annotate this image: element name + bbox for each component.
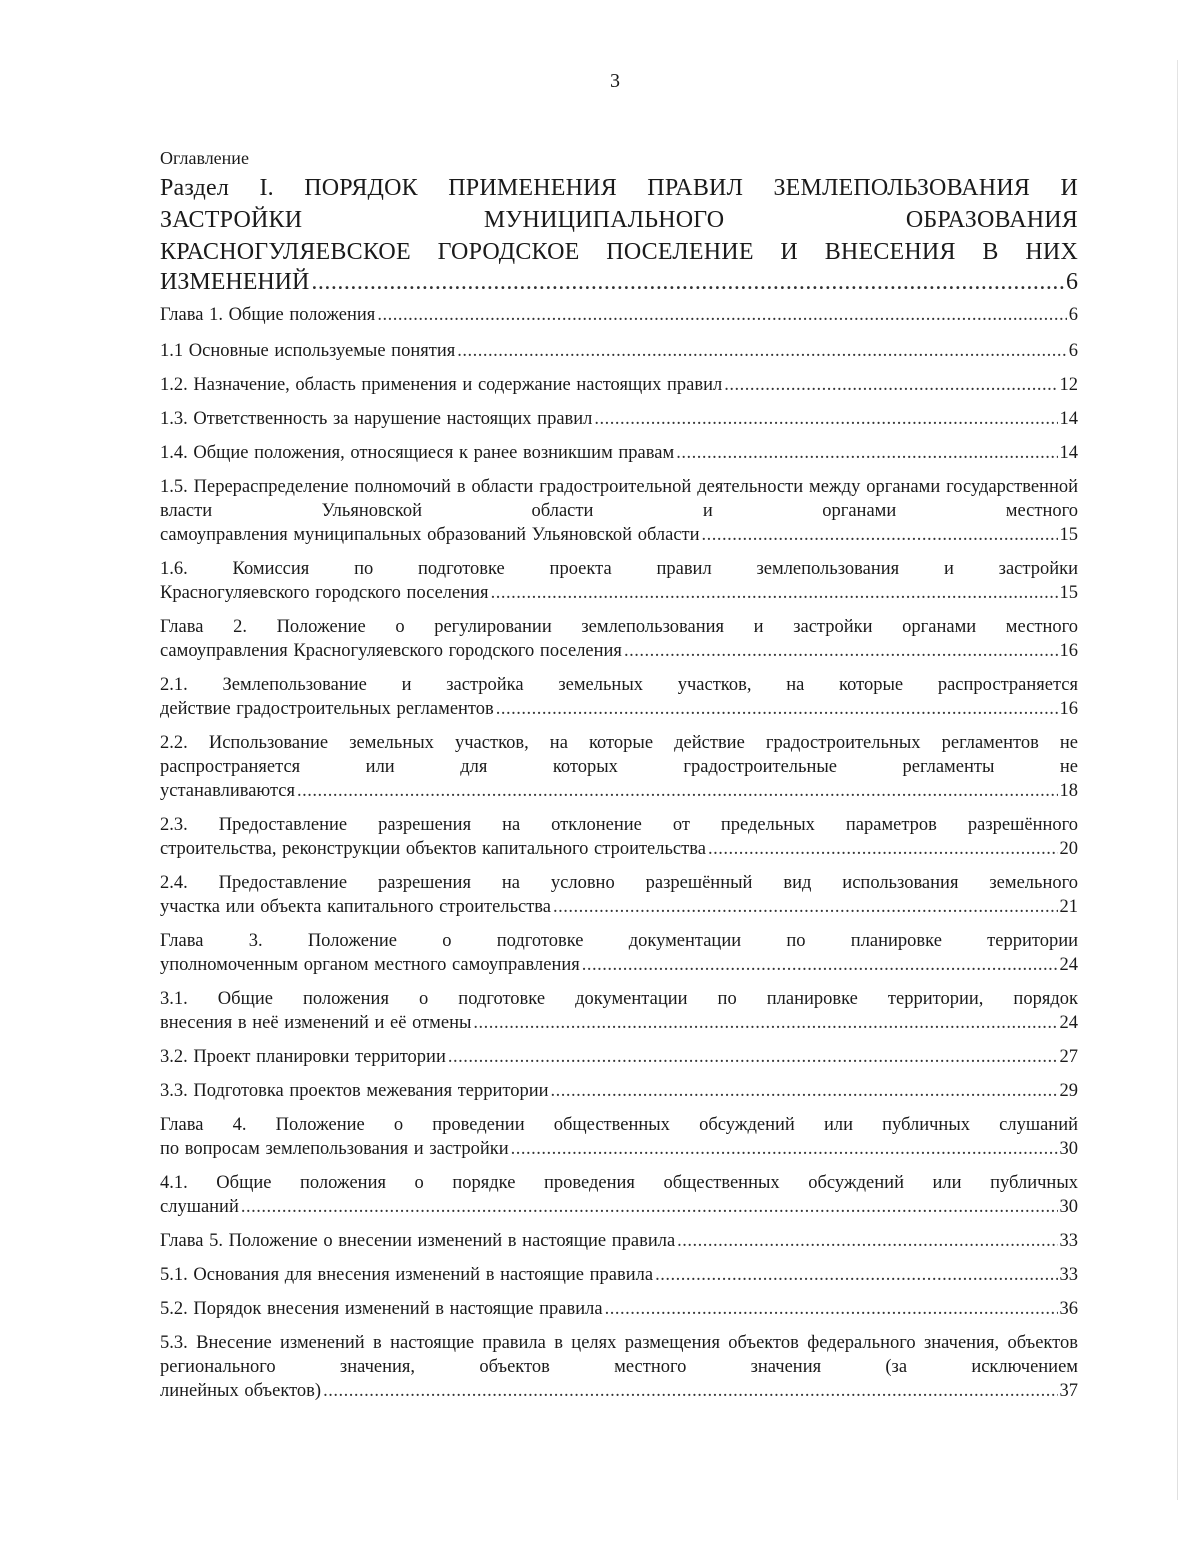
toc-entry[interactable] xyxy=(160,373,1078,397)
dot-leader xyxy=(297,779,1057,803)
section-title-line: ЗАСТРОЙКИ МУНИЦИПАЛЬНОГО ОБРАЗОВАНИЯ xyxy=(160,207,1078,233)
toc-entry-title: 2.3. Предоставление разрешения на отклонение от предельных параметров разрешённого xyxy=(160,815,1078,835)
page-reference: 33 xyxy=(1059,1265,1078,1285)
toc-entry-title: 3.3. Подготовка проектов межевания территории xyxy=(160,1081,549,1101)
page-reference: 30 xyxy=(1059,1139,1078,1159)
page-reference: 21 xyxy=(1059,897,1078,917)
toc-entry-line xyxy=(160,339,1078,363)
dot-leader xyxy=(323,1379,1057,1403)
toc-entry[interactable] xyxy=(160,1297,1078,1321)
toc-entry[interactable] xyxy=(160,929,1078,977)
toc-entry-line xyxy=(160,1079,1078,1103)
toc-entry-title: 4.1. Общие положения о порядке проведения общественных обсуждений или публичных xyxy=(160,1173,1078,1193)
toc-entry-line xyxy=(160,1297,1078,1321)
toc-entry-title: устанавливаются xyxy=(160,781,296,801)
page-reference: 14 xyxy=(1059,443,1078,463)
dot-leader xyxy=(677,1229,1057,1253)
page-reference: 16 xyxy=(1059,699,1078,719)
toc-entry-title: 5.3. Внесение изменений в настоящие правила в целях размещения объектов федерального значения, объектов регионального значения, объектов местного значения (за исключением xyxy=(160,1333,1078,1377)
toc-entry-line xyxy=(160,953,1078,977)
toc-entry[interactable] xyxy=(160,987,1078,1035)
dot-leader xyxy=(655,1263,1057,1287)
toc-entry-title: строительства, реконструкции объектов капитального строительства xyxy=(160,839,706,859)
toc-entry-title: 1.4. Общие положения, относящиеся к ранее возникшим правам xyxy=(160,443,675,463)
toc-entry-line xyxy=(160,895,1078,919)
dot-leader xyxy=(311,267,1064,297)
toc-entry-title: 1.5. Перераспределение полномочий в области градостроительной деятельности между органами государственной власти Ульяновской области и органами местного xyxy=(160,477,1078,521)
toc-entry-line xyxy=(160,779,1078,803)
page-reference: 37 xyxy=(1059,1381,1078,1401)
toc-entry-title: 3.2. Проект планировки территории xyxy=(160,1047,446,1067)
section-title xyxy=(160,173,1078,297)
toc-entry-line xyxy=(160,1011,1078,1035)
page-reference: 15 xyxy=(1059,583,1078,603)
page-reference: 12 xyxy=(1059,375,1078,395)
toc-entry-title: уполномоченным органом местного самоуправления xyxy=(160,955,580,975)
toc-entry[interactable] xyxy=(160,813,1078,861)
dot-leader xyxy=(553,895,1057,919)
toc-entry[interactable] xyxy=(160,871,1078,919)
page-reference: 6 xyxy=(1068,305,1078,325)
toc-entry[interactable] xyxy=(160,1229,1078,1253)
toc-entry[interactable] xyxy=(160,1045,1078,1069)
toc-entry-title: 3.1. Общие положения о подготовке документации по планировке территории, порядок xyxy=(160,989,1078,1009)
dot-leader xyxy=(624,639,1058,663)
section-title-last-line[interactable] xyxy=(160,267,1078,297)
toc-entry[interactable] xyxy=(160,339,1078,363)
toc-entry-line xyxy=(160,407,1078,431)
toc-entries xyxy=(160,303,1078,1403)
dot-leader xyxy=(491,581,1058,605)
toc-entry-line xyxy=(160,373,1078,397)
section-title-line: Раздел I. ПОРЯДОК ПРИМЕНЕНИЯ ПРАВИЛ ЗЕМЛЕПОЛЬЗОВАНИЯ И xyxy=(160,175,1078,201)
toc-entry[interactable] xyxy=(160,1079,1078,1103)
toc-entry[interactable] xyxy=(160,407,1078,431)
toc-entry-title: линейных объектов) xyxy=(160,1381,322,1401)
dot-leader xyxy=(582,953,1058,977)
toc-entry-title: 2.4. Предоставление разрешения на условно разрешённый вид использования земельного xyxy=(160,873,1078,893)
toc-entry[interactable] xyxy=(160,615,1078,663)
page-reference: 29 xyxy=(1059,1081,1078,1101)
dot-leader xyxy=(594,407,1057,431)
dot-leader xyxy=(448,1045,1058,1069)
toc-entry-title: действие градостроительных регламентов xyxy=(160,699,494,719)
toc-entry-title: 1.1 Основные используемые понятия xyxy=(160,341,456,361)
toc-entry[interactable] xyxy=(160,1113,1078,1161)
toc-entry[interactable] xyxy=(160,1331,1078,1403)
dot-leader xyxy=(708,837,1058,861)
toc-entry-line xyxy=(160,1229,1078,1253)
dot-leader xyxy=(511,1137,1058,1161)
dot-leader xyxy=(241,1195,1058,1219)
page-reference: 36 xyxy=(1059,1299,1078,1319)
toc-entry-title: 2.1. Землепользование и застройка земельных участков, на которые распространяется xyxy=(160,675,1078,695)
page-reference: 33 xyxy=(1059,1231,1078,1251)
page-reference: 20 xyxy=(1059,839,1078,859)
toc-entry-title: по вопросам землепользования и застройки xyxy=(160,1139,509,1159)
dot-leader xyxy=(551,1079,1058,1103)
toc-entry-title: 5.2. Порядок внесения изменений в настоящие правила xyxy=(160,1299,603,1319)
toc-entry[interactable] xyxy=(160,475,1078,547)
toc-entry-line xyxy=(160,697,1078,721)
page-reference: 15 xyxy=(1059,525,1078,545)
dot-leader xyxy=(605,1297,1058,1321)
toc-entry-title: 5.1. Основания для внесения изменений в настоящие правила xyxy=(160,1265,654,1285)
toc-entry-title: слушаний xyxy=(160,1197,239,1217)
toc-entry-title: 1.6. Комиссия по подготовке проекта правил землепользования и застройки xyxy=(160,559,1078,579)
toc-entry-title: 1.2. Назначение, область применения и содержание настоящих правил xyxy=(160,375,723,395)
dot-leader xyxy=(702,523,1058,547)
toc-entry-line xyxy=(160,837,1078,861)
toc-entry-title: 1.3. Ответственность за нарушение настоящих правил xyxy=(160,409,593,429)
toc-entry-line xyxy=(160,1263,1078,1287)
toc-entry[interactable] xyxy=(160,557,1078,605)
dot-leader xyxy=(457,339,1067,363)
toc-entry-title: самоуправления Красногуляевского городского поселения xyxy=(160,641,622,661)
toc-entry[interactable] xyxy=(160,441,1078,465)
toc-entry-line xyxy=(160,441,1078,465)
toc-entry[interactable] xyxy=(160,1263,1078,1287)
page-reference: 18 xyxy=(1059,781,1078,801)
toc-entry[interactable] xyxy=(160,673,1078,721)
toc-entry-line xyxy=(160,1137,1078,1161)
page-number: 3 xyxy=(610,70,620,92)
page-reference: 27 xyxy=(1059,1047,1078,1067)
toc-entry-title: 2.2. Использование земельных участков, на которые действие градостроительных регламентов не распространяется или для которых градостроительные регламенты не xyxy=(160,733,1078,777)
toc-entry-title: Глава 4. Положение о проведении общественных обсуждений или публичных слушаний xyxy=(160,1115,1078,1135)
toc-entry-title: участка или объекта капитального строительства xyxy=(160,897,552,917)
page-reference: 16 xyxy=(1059,641,1078,661)
page-reference: 30 xyxy=(1059,1197,1078,1217)
toc-entry[interactable] xyxy=(160,303,1078,327)
toc-entry-title: Глава 1. Общие положения xyxy=(160,305,376,325)
toc-entry-line xyxy=(160,523,1078,547)
toc-entry-title: самоуправления муниципальных образований Ульяновской области xyxy=(160,525,700,545)
scan-edge-line xyxy=(1177,60,1178,1500)
toc-entry-title: Глава 5. Положение о внесении изменений в настоящие правила xyxy=(160,1231,676,1251)
toc-entry[interactable] xyxy=(160,731,1078,803)
dot-leader xyxy=(473,1011,1057,1035)
toc-heading: Оглавление xyxy=(160,148,249,168)
dot-leader xyxy=(377,303,1066,327)
page-reference: 6 xyxy=(1068,341,1078,361)
toc-entry-title: внесения в неё изменений и её отмены xyxy=(160,1013,472,1033)
toc-entry-line xyxy=(160,303,1078,327)
toc-entry-line xyxy=(160,1045,1078,1069)
page-reference: 24 xyxy=(1059,1013,1078,1033)
page-reference: 24 xyxy=(1059,955,1078,975)
toc-entry[interactable] xyxy=(160,1171,1078,1219)
toc-entry-line xyxy=(160,581,1078,605)
table-of-contents xyxy=(160,145,1078,1403)
section-title-line: ИЗМЕНЕНИЙ xyxy=(160,269,310,295)
toc-entry-line xyxy=(160,1195,1078,1219)
dot-leader xyxy=(724,373,1057,397)
toc-entry-title: Красногуляевского городского поселения xyxy=(160,583,489,603)
section-title-line: КРАСНОГУЛЯЕВСКОЕ ГОРОДСКОЕ ПОСЕЛЕНИЕ И ВНЕСЕНИЯ В НИХ xyxy=(160,239,1078,265)
toc-entry-line xyxy=(160,639,1078,663)
toc-entry-title: Глава 3. Положение о подготовке документации по планировке территории xyxy=(160,931,1078,951)
page-reference: 6 xyxy=(1066,269,1078,295)
page-reference: 14 xyxy=(1059,409,1078,429)
toc-entry-title: Глава 2. Положение о регулировании землепользования и застройки органами местного xyxy=(160,617,1078,637)
dot-leader xyxy=(676,441,1057,465)
toc-entry-line xyxy=(160,1379,1078,1403)
dot-leader xyxy=(496,697,1058,721)
